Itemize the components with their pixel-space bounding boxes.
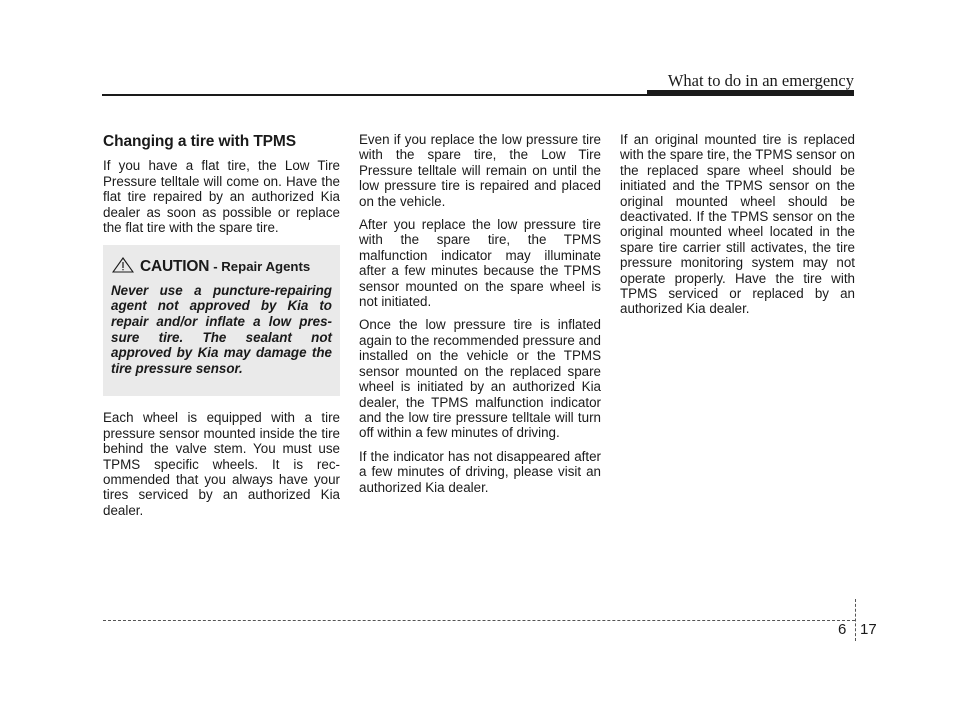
footer-rule <box>103 620 855 621</box>
footer-divider <box>855 599 856 641</box>
caution-subtitle: - Repair Agents <box>213 259 311 275</box>
paragraph: If an original mounted tire is replaced with the spare tire, the TPMS sensor on the replaced spare wheel should be initiated and the TPMS sensor on the original mounted wheel should be deactivated. If the TPMS sensor on the original mounted wheel located in the spare tire carrier still activates, the tire pressure monitoring system may not operate properly. Have the tire with TPMS serviced or replaced by an authorized Kia dealer. <box>620 132 855 317</box>
caution-title: CAUTION <box>140 258 210 276</box>
caution-text: Never use a puncture-repairing agent not approved by Kia to repair and/or inflate a low pres- sure tire. The sealant not approved by Kia may damage the tire pressure sensor. <box>111 282 332 376</box>
column-3 <box>620 132 855 325</box>
paragraph: Even if you replace the low pressure tire with the spare tire, the Low Tire Pressure telltale will remain on until the low pressure tire is repaired and placed on the vehicle. <box>359 132 601 209</box>
section-heading: Changing a tire with TPMS <box>103 133 296 150</box>
column-2 <box>359 132 601 503</box>
chapter-number: 6 <box>838 621 847 638</box>
warning-triangle-icon <box>112 257 134 273</box>
caution-header <box>111 255 332 274</box>
paragraph: Once the low pressure tire is inflated again to the recommended pressure and installed on the vehicle or the TPMS sensor mounted on the replaced spare wheel is initiated by an authorized Kia dealer, the TPMS malfunction indicator and the low tire pressure telltale will turn off within a few minutes of driving. <box>359 317 601 441</box>
page-header-title: What to do in an emergency <box>667 71 854 90</box>
paragraph: If the indicator has not disappeared after a few minutes of driving, please visit an authorized Kia dealer. <box>359 448 601 495</box>
header-rule-accent <box>647 90 854 96</box>
caution-box <box>103 245 340 396</box>
column-1 <box>103 134 340 526</box>
paragraph: Each wheel is equipped with a tire pressure sensor mounted inside the tire behind the valve stem. You must use TPMS specific wheels. It is rec- ommended that you always have your tires serviced by an authorized Kia dealer. <box>103 410 340 518</box>
page-number: 17 <box>860 621 877 638</box>
paragraph: If you have a flat tire, the Low Tire Pressure telltale will come on. Have the flat tire repaired by an authorized Kia dealer as soon as possible or replace the flat tire with the spare tire. <box>103 158 340 236</box>
paragraph: After you replace the low pressure tire with the spare tire, the TPMS malfunction indicator may illuminate after a few minutes because the TPMS sensor mounted on the spare wheel is not initiated. <box>359 217 601 310</box>
